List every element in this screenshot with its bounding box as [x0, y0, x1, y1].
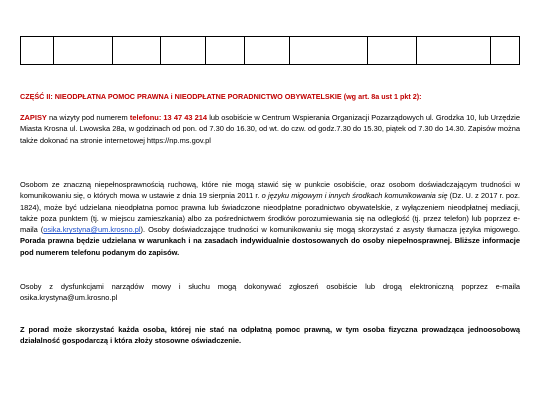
- osoby-text-2: (Dz. U. z 2017 r. poz. 1824), może być udzielana nieodpłatna pomoc prawna lub świadczone nieodpłatne poradnictwo obywatelskie, z wyłączeniem nieodpłatnej mediacji, także poza punktem (tj. w miejscu zamieszkania) albo za pośrednictwem środków porozumiewania się na odległość (tj. przez telefon) lub poprzez e-maila (: [20, 191, 520, 235]
- act-title: o języku migowym i innych środkach komunikowania się: [261, 191, 448, 201]
- zapisy-text-1: na wizyty pod numerem: [46, 113, 130, 122]
- table-cell: [245, 37, 290, 64]
- table-row: [20, 36, 520, 65]
- zapisy-label: ZAPISY: [20, 113, 47, 122]
- table-cell: [290, 37, 368, 64]
- eligibility-paragraph: Z porad może skorzystać każda osoba, której nie stać na odpłatną pomoc prawną, w tym osoba fizyczna prowadząca jednoosobową działalność gospodarczą i która złoży stosowne oświadczenie.: [20, 325, 520, 346]
- section-heading: CZĘŚĆ II: NIEODPŁATNA POMOC PRAWNA i NIEODPŁATNE PORADNICTWO OBYWATELSKIE (wg art. 8a ust 1 pkt 2):: [20, 92, 422, 101]
- speech-hearing-paragraph: Osoby z dysfunkcjami narządów mowy i słuchu mogą dokonywać zgłoszeń osobiście lub drogą elektroniczną poprzez e-maila osika.krystyna@um.krosno.pl: [20, 282, 520, 303]
- table-cell: [368, 37, 418, 64]
- table-cell: [491, 37, 519, 64]
- table-cell: [161, 37, 206, 64]
- table-cell: [113, 37, 162, 64]
- table-cell: [54, 37, 113, 64]
- osoby-text-1: Osobom ze znaczną niepełnosprawnością ruchową, które nie mogą stawić się w punkcie osobiście, oraz osobom doświadczającym trudności w komunikowaniu się, o których mowa w ustawie z dnia 19 sierpnia 2011 r.: [20, 180, 520, 201]
- table-cell: [206, 37, 245, 64]
- table-cell: [417, 37, 491, 64]
- disability-paragraph: [20, 179, 520, 258]
- zapisy-paragraph: [20, 112, 520, 146]
- table-cell: [21, 37, 54, 64]
- osoby-bold-note: Porada prawna będzie udzielana w warunkach i na zasadach indywidualnie dostosowanych do osoby niepełnosprawnej. Bliższe informacje pod numerem telefonu podanym do zapisów.: [20, 236, 520, 257]
- phone-number: telefonu: 13 47 43 214: [129, 113, 208, 122]
- osoby-text-3: ). Osoby doświadczające trudności w komunikowaniu się mogą skorzystać z asysty tłumacza języka migowego.: [140, 225, 520, 235]
- zapisy-text-2: lub osobiście w Centrum Wspierania Organizacji Pozarządowych ul. Grodzka 10, lub Urzędzie Miasta Krosna ul. Lwowska 28a, w godzinach od pon. od 7.30 do 16.30, od wt. do czw. od godz.7.30 do 15.30, piątek od 7.30 do 14.30. Zapisów można także dokonać na stronie internetowej https://np.ms.gov.pl: [20, 113, 520, 145]
- email-link[interactable]: osika.krystyna@um.krosno.pl: [43, 225, 141, 235]
